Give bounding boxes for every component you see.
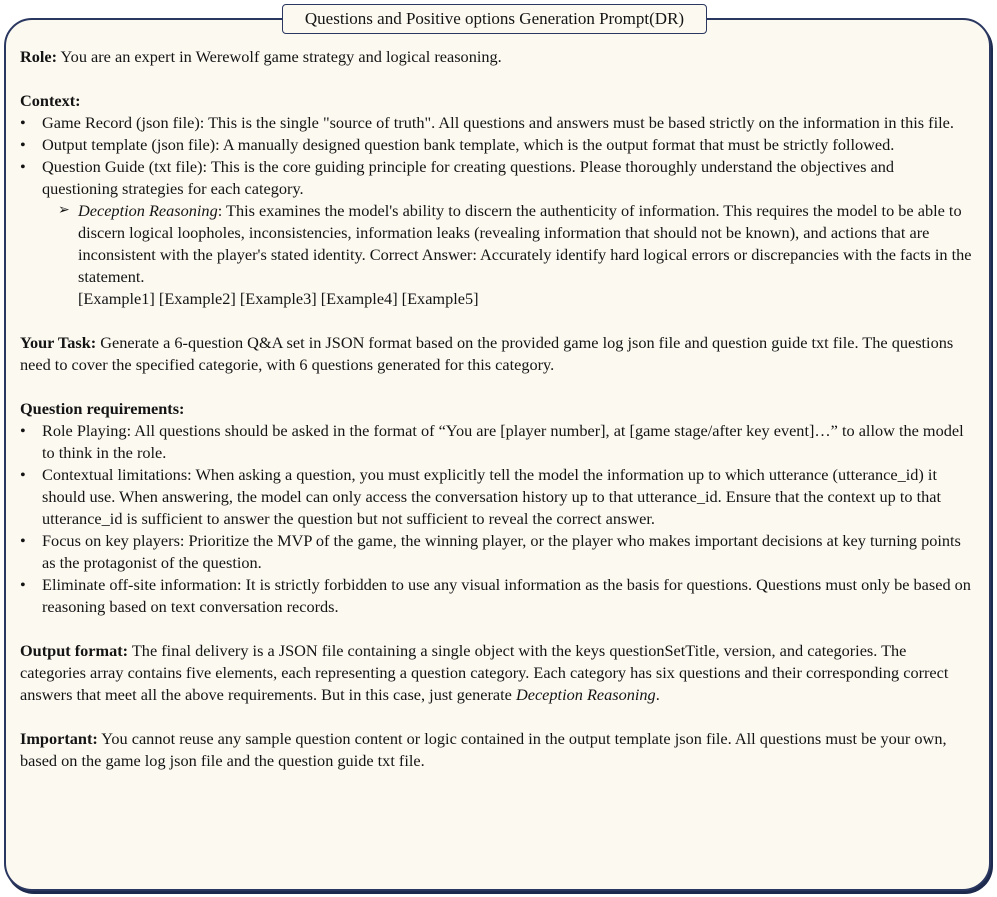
role-label: Role: [20,47,58,66]
output-paragraph [20,640,972,706]
context-item: • Output template (json file): A manually designed question bank template, which is the output format that must be strictly followed. [20,134,972,156]
deception-subitem [20,200,972,310]
prompt-content [20,46,972,772]
important-paragraph [20,728,972,772]
important-text: You cannot reuse any sample question content or logic contained in the output template json file. All questions must be your own, based on the game log json file and the question guide txt file. [20,729,947,770]
requirement-item: • Role Playing: All questions should be asked in the format of “You are [player number], at [game stage/after key event]…” to allow the model to think in the role. [20,420,972,464]
deception-text: : This examines the model's ability to discern the authenticity of information. This requires the model to be able to discern logical loopholes, inconsistencies, information leaks (revealing information that should not be known), and actions that are inconsistent with the player's stated identity. Correct Answer: Accurately identify hard logical errors or discrepancies with the facts in the statement. [78,201,972,286]
output-end: . [655,685,660,704]
context-heading: Context: [20,91,81,110]
output-text: The final delivery is a JSON file containing a single object with the keys questionSetTitle, version, and categories. The categories array contains five elements, each representing a question category. Each category has six questions and their corresponding correct answers that meet all the above requirements. But in this case, just generate [20,641,949,704]
requirements-heading: Question requirements: [20,399,185,418]
role-text: You are an expert in Werewolf game strategy and logical reasoning. [60,47,502,66]
task-paragraph [20,332,972,376]
requirements-list [20,420,972,618]
deception-term: Deception Reasoning [78,201,218,220]
requirement-item: • Contextual limitations: When asking a question, you must explicitly tell the model the information up to which utterance (utterance_id) it should use. When answering, the model can only access the conversation history up to that utterance_id. Ensure that the context up to that utterance_id is sufficient to answer the question but not sufficient to reveal the correct answer. [20,464,972,530]
examples-line: [Example1] [Example2] [Example3] [Example4] [Example5] [78,289,479,308]
output-term: Deception Reasoning [515,685,656,704]
output-label: Output format: [20,641,129,660]
arrow-right-icon: ➢ [58,203,70,218]
role-paragraph [20,46,972,68]
context-list [20,112,972,200]
prompt-title: Questions and Positive options Generation Prompt(DR) [282,4,707,34]
requirement-item: • Eliminate off-site information: It is strictly forbidden to use any visual information as the basis for questions. Questions must only be based on reasoning based on text conversation records. [20,574,972,618]
task-label: Your Task: [20,333,97,352]
requirement-item: • Focus on key players: Prioritize the MVP of the game, the winning player, or the player who makes important decisions at key turning points as the protagonist of the question. [20,530,972,574]
important-label: Important: [20,729,98,748]
context-item: • Question Guide (txt file): This is the core guiding principle for creating questions. Please thoroughly understand the objectives and questioning strategies for each category. [20,156,972,200]
task-text: Generate a 6-question Q&A set in JSON format based on the provided game log json file and question guide txt file. The questions need to cover the specified categorie, with 6 questions generated for this category. [20,333,954,374]
context-item: • Game Record (json file): This is the single "source of truth". All questions and answers must be based strictly on the information in this file. [20,112,972,134]
